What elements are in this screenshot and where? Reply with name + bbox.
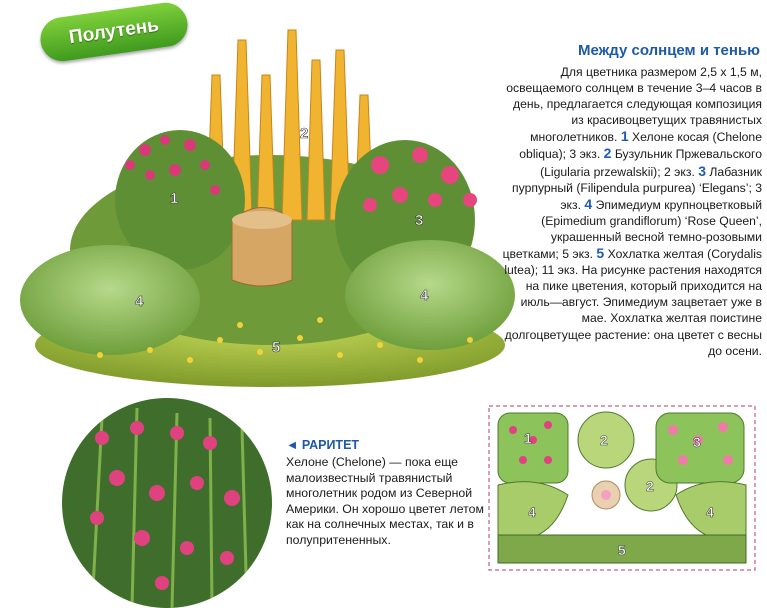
illustration-label-1: 1 [170, 190, 179, 207]
planting-plan [488, 405, 756, 571]
plan-label-2b: 2 [646, 478, 654, 494]
illustration-label-4a: 4 [135, 293, 144, 310]
illustration-label-3: 3 [415, 212, 424, 229]
epimedium-left [20, 245, 200, 355]
desc-num-5: 5 [596, 245, 605, 262]
plan-label-2a: 2 [600, 432, 608, 448]
desc-num-1: 1 [620, 128, 629, 145]
plan-label-5: 5 [618, 542, 626, 558]
epimedium-right [345, 240, 515, 350]
rarity-text: Хелоне (Chelone) — пока еще малоизвестный травянистый многолетник родом из Северной Америки. Он хорошо цветет летом как на солнечных местах, так и в полупритененных. [286, 455, 484, 547]
garden-illustration [0, 0, 520, 400]
desc-num-4: 4 [584, 195, 593, 212]
desc-item-5: Хохлатка желтая (Corydalis lutea); 11 экз. [504, 247, 762, 278]
desc-intro: Для цветника размером 2,5 х 1,5 м, освещаемого солнцем в течение 3–4 часов в день, предлагается следующая композиция из красивоцветущих травянистых многолетников. [506, 65, 762, 145]
desc-item-2: Бузульник Пржевальского (Ligularia przewalskii); 2 экз. [540, 147, 762, 179]
plan-zone-1 [498, 413, 568, 483]
illustration-label-4b: 4 [420, 287, 429, 304]
plan-label-3: 3 [693, 434, 701, 450]
plan-label-4a: 4 [528, 504, 536, 520]
rarity-title: ◄ РАРИТЕТ [286, 438, 360, 452]
illustration-label-5: 5 [272, 339, 281, 356]
desc-num-2: 2 [603, 145, 612, 162]
plan-label-4b: 4 [706, 504, 714, 520]
desc-num-3: 3 [698, 162, 707, 179]
chelone-photo [62, 398, 272, 608]
desc-item-4: Эпимедиум крупноцветковый (Epimedium grandiflorum) ‘Rose Queen’, украшенный весной темно-розовыми цветками; 5 экз. [502, 197, 762, 262]
desc-outro: На рисунке растения находятся на пике цветения, который приходится на июль—август. Эпимедиум зацветает уже в мае. Хохлатка желтая поистине долгоцветущее растение: она цветет с весны до осени. [504, 263, 762, 358]
illustration-label-2: 2 [300, 125, 309, 142]
article-heading: Между солнцем и тенью [577, 42, 760, 59]
badge-label: Полутень [67, 14, 161, 49]
desc-item-3: Лабазник пурпурный (Filipendula purpurea) ‘Elegans’; 3 экз. [512, 164, 762, 212]
plan-label-1: 1 [524, 430, 532, 446]
article-description [500, 64, 762, 359]
desc-item-1: Хелоне косая (Chelone obliqua); 3 экз. [519, 130, 762, 162]
